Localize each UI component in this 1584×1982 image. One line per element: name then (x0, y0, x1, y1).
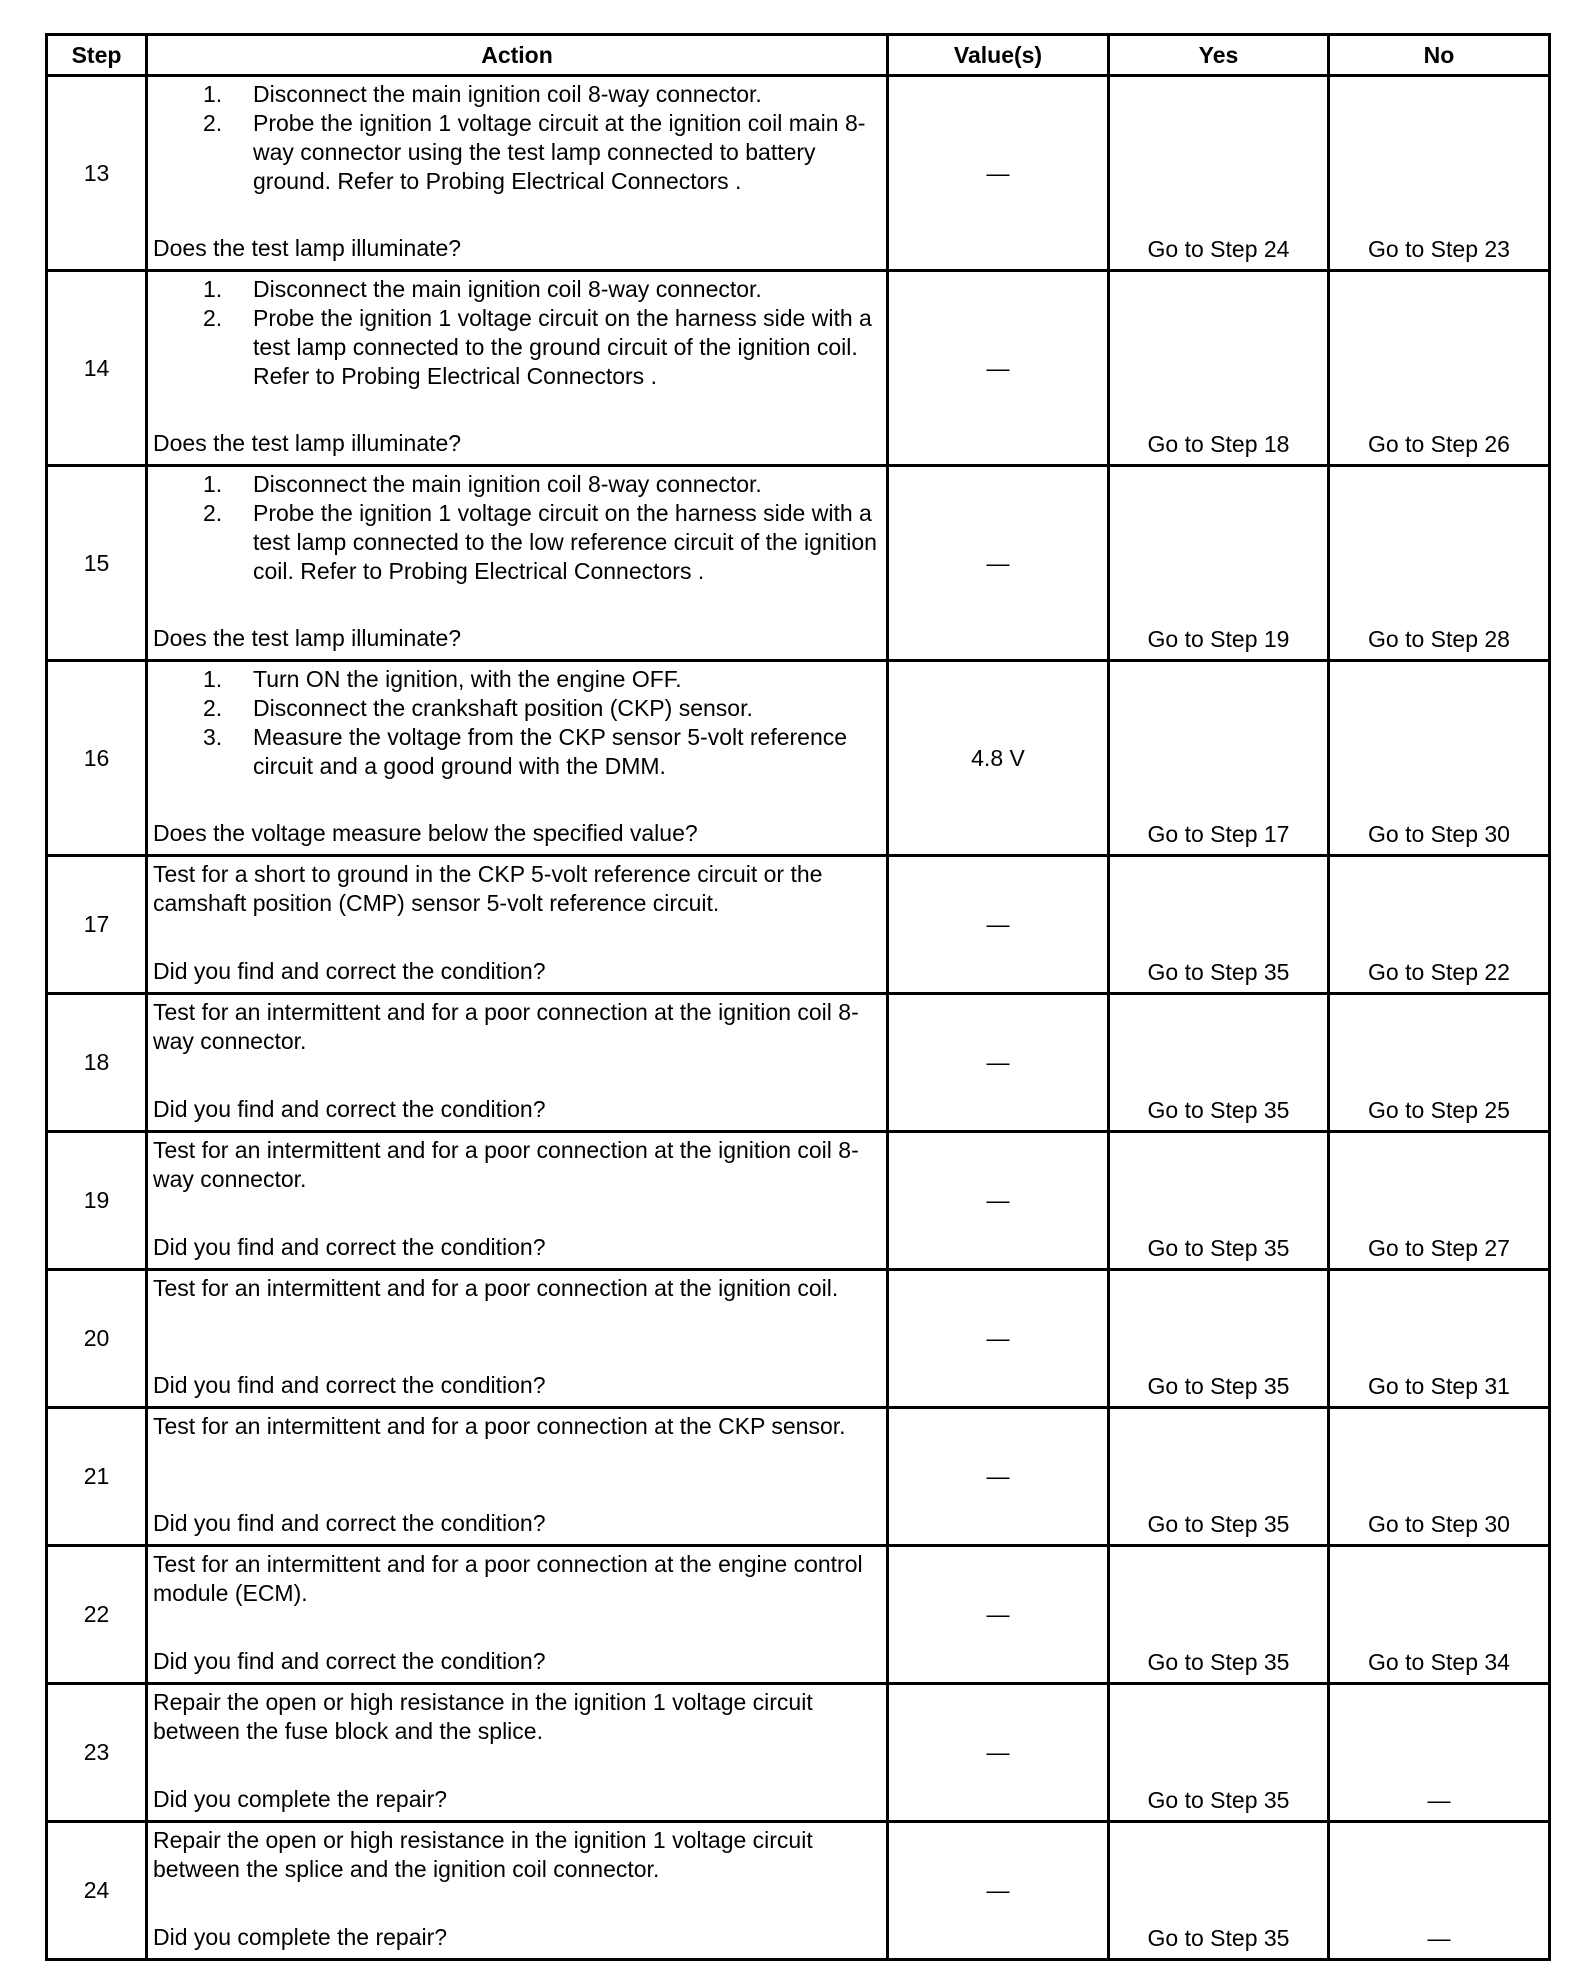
no-cell (1329, 76, 1550, 271)
table-row (47, 1822, 1550, 1960)
action-text: Test for an intermittent and for a poor connection at the ignition coil 8-way connector. (153, 999, 859, 1054)
value-cell: — (888, 1132, 1109, 1270)
step-number: 23 (47, 1684, 147, 1822)
step-number: 24 (47, 1822, 147, 1960)
value-cell: — (888, 1270, 1109, 1408)
action-step-number: 2. (203, 110, 223, 136)
action-step (153, 109, 880, 196)
action-body (153, 80, 880, 196)
value-cell: — (888, 1546, 1109, 1684)
yes-result: Go to Step 19 (1147, 626, 1290, 652)
action-step-text: Disconnect the main ignition coil 8-way connector. (253, 276, 762, 302)
action-cell (147, 1408, 888, 1546)
action-question: Does the test lamp illuminate? (153, 430, 462, 456)
action-cell (147, 856, 888, 994)
no-cell (1329, 1132, 1550, 1270)
yes-cell (1109, 1408, 1329, 1546)
no-cell (1329, 1408, 1550, 1546)
no-cell (1329, 994, 1550, 1132)
action-step-text: Disconnect the crankshaft position (CKP) sensor. (253, 695, 753, 721)
action-step (153, 499, 880, 586)
action-body (153, 1412, 880, 1441)
no-result: Go to Step 28 (1368, 626, 1510, 652)
step-number: 17 (47, 856, 147, 994)
yes-result: Go to Step 35 (1147, 1235, 1290, 1261)
action-body (153, 275, 880, 391)
value-cell: — (888, 271, 1109, 466)
action-step (153, 304, 880, 391)
table-row (47, 1684, 1550, 1822)
yes-cell (1109, 661, 1329, 856)
action-text: Repair the open or high resistance in the ignition 1 voltage circuit between the fuse block and the splice. (153, 1689, 813, 1744)
diagnostic-table (45, 33, 1551, 1961)
yes-result: Go to Step 35 (1147, 959, 1290, 985)
value-cell: — (888, 994, 1109, 1132)
yes-cell (1109, 856, 1329, 994)
value-cell: 4.8 V (888, 661, 1109, 856)
action-cell (147, 466, 888, 661)
action-step-text: Probe the ignition 1 voltage circuit on the harness side with a test lamp connected to the ground circuit of the ignition coil. Refer to Probing Electrical Connectors . (253, 305, 872, 389)
action-step-number: 1. (203, 276, 223, 302)
action-cell (147, 994, 888, 1132)
step-number: 16 (47, 661, 147, 856)
action-cell (147, 661, 888, 856)
action-question: Did you find and correct the condition? (153, 1096, 546, 1122)
action-cell (147, 1132, 888, 1270)
step-number: 13 (47, 76, 147, 271)
no-result: — (1427, 1787, 1451, 1813)
action-cell (147, 271, 888, 466)
action-steps (153, 665, 880, 781)
action-question: Did you find and correct the condition? (153, 1648, 546, 1674)
header-no: No (1329, 35, 1550, 76)
action-body (153, 665, 880, 781)
action-step-text: Probe the ignition 1 voltage circuit on the harness side with a test lamp connected to the low reference circuit of the ignition coil. Refer to Probing Electrical Connectors . (253, 500, 877, 584)
action-question: Did you find and correct the condition? (153, 1510, 546, 1536)
step-number: 18 (47, 994, 147, 1132)
action-body (153, 1826, 880, 1884)
value-cell: — (888, 76, 1109, 271)
yes-result: Go to Step 35 (1147, 1373, 1290, 1399)
action-question: Did you find and correct the condition? (153, 1372, 546, 1398)
action-question: Did you find and correct the condition? (153, 1234, 546, 1260)
action-question: Did you complete the repair? (153, 1786, 448, 1812)
table-row (47, 661, 1550, 856)
action-cell (147, 76, 888, 271)
action-text: Test for a short to ground in the CKP 5-volt reference circuit or the camshaft position (CMP) sensor 5-volt reference circuit. (153, 861, 823, 916)
action-step (153, 723, 880, 781)
action-step (153, 80, 880, 109)
action-step-text: Disconnect the main ignition coil 8-way connector. (253, 81, 762, 107)
yes-result: Go to Step 35 (1147, 1649, 1290, 1675)
yes-cell (1109, 76, 1329, 271)
action-cell (147, 1270, 888, 1408)
no-result: Go to Step 30 (1368, 1511, 1510, 1537)
header-action: Action (147, 35, 888, 76)
step-number: 21 (47, 1408, 147, 1546)
action-step-text: Probe the ignition 1 voltage circuit at the ignition coil main 8-way connector using the test lamp connected to battery ground. Refer to Probing Electrical Connectors . (253, 110, 866, 194)
table-row (47, 994, 1550, 1132)
table-row (47, 1546, 1550, 1684)
yes-result: Go to Step 18 (1147, 431, 1290, 457)
action-step-text: Measure the voltage from the CKP sensor 5-volt reference circuit and a good ground with the DMM. (253, 724, 848, 779)
action-step-number: 2. (203, 695, 223, 721)
value-cell: — (888, 1822, 1109, 1960)
header-step: Step (47, 35, 147, 76)
action-step-text: Turn ON the ignition, with the engine OFF. (253, 666, 682, 692)
no-cell (1329, 466, 1550, 661)
action-body (153, 1550, 880, 1608)
no-result: Go to Step 25 (1368, 1097, 1510, 1123)
action-step (153, 275, 880, 304)
action-body (153, 1688, 880, 1746)
no-cell (1329, 661, 1550, 856)
yes-cell (1109, 1270, 1329, 1408)
action-step-text: Disconnect the main ignition coil 8-way connector. (253, 471, 762, 497)
action-steps (153, 80, 880, 196)
action-body (153, 470, 880, 586)
no-result: Go to Step 23 (1368, 236, 1510, 262)
table-row (47, 1408, 1550, 1546)
yes-result: Go to Step 35 (1147, 1097, 1290, 1123)
yes-result: Go to Step 17 (1147, 821, 1290, 847)
no-result: — (1427, 1925, 1451, 1951)
action-question: Did you find and correct the condition? (153, 958, 546, 984)
action-body (153, 860, 880, 918)
action-step (153, 665, 880, 694)
no-cell (1329, 1546, 1550, 1684)
yes-result: Go to Step 24 (1147, 236, 1290, 262)
header-yes: Yes (1109, 35, 1329, 76)
value-cell: — (888, 1684, 1109, 1822)
action-step-number: 1. (203, 81, 223, 107)
value-cell: — (888, 466, 1109, 661)
table-row (47, 466, 1550, 661)
step-number: 15 (47, 466, 147, 661)
yes-cell (1109, 1132, 1329, 1270)
no-result: Go to Step 22 (1368, 959, 1510, 985)
value-cell: — (888, 1408, 1109, 1546)
action-step (153, 694, 880, 723)
no-cell (1329, 1270, 1550, 1408)
yes-cell (1109, 466, 1329, 661)
no-cell (1329, 1822, 1550, 1960)
yes-cell (1109, 994, 1329, 1132)
no-cell (1329, 856, 1550, 994)
action-step (153, 470, 880, 499)
action-body (153, 1136, 880, 1194)
action-body (153, 1274, 880, 1303)
yes-cell (1109, 1546, 1329, 1684)
action-question: Does the voltage measure below the specified value? (153, 820, 698, 846)
yes-result: Go to Step 35 (1147, 1787, 1290, 1813)
header-values: Value(s) (888, 35, 1109, 76)
table-row (47, 271, 1550, 466)
action-step-number: 1. (203, 471, 223, 497)
step-number: 22 (47, 1546, 147, 1684)
action-cell (147, 1822, 888, 1960)
table-row (47, 856, 1550, 994)
action-steps (153, 470, 880, 586)
yes-cell (1109, 1822, 1329, 1960)
table-row (47, 76, 1550, 271)
step-number: 14 (47, 271, 147, 466)
no-result: Go to Step 34 (1368, 1649, 1510, 1675)
action-cell (147, 1684, 888, 1822)
yes-cell (1109, 271, 1329, 466)
action-body (153, 998, 880, 1056)
table-body (47, 76, 1550, 1960)
action-text: Test for an intermittent and for a poor connection at the ignition coil. (153, 1275, 839, 1301)
value-cell: — (888, 856, 1109, 994)
action-text: Test for an intermittent and for a poor connection at the engine control module (ECM). (153, 1551, 863, 1606)
action-question: Did you complete the repair? (153, 1924, 448, 1950)
no-result: Go to Step 27 (1368, 1235, 1510, 1261)
action-question: Does the test lamp illuminate? (153, 235, 462, 261)
action-cell (147, 1546, 888, 1684)
yes-result: Go to Step 35 (1147, 1925, 1290, 1951)
action-steps (153, 275, 880, 391)
no-result: Go to Step 30 (1368, 821, 1510, 847)
action-step-number: 1. (203, 666, 223, 692)
yes-result: Go to Step 35 (1147, 1511, 1290, 1537)
action-text: Test for an intermittent and for a poor connection at the CKP sensor. (153, 1413, 846, 1439)
no-result: Go to Step 31 (1368, 1373, 1510, 1399)
action-step-number: 2. (203, 500, 223, 526)
action-question: Does the test lamp illuminate? (153, 625, 462, 651)
no-cell (1329, 271, 1550, 466)
header-row (47, 35, 1550, 76)
action-step-number: 2. (203, 305, 223, 331)
step-number: 20 (47, 1270, 147, 1408)
step-number: 19 (47, 1132, 147, 1270)
no-result: Go to Step 26 (1368, 431, 1510, 457)
yes-cell (1109, 1684, 1329, 1822)
action-text: Test for an intermittent and for a poor connection at the ignition coil 8-way connector. (153, 1137, 859, 1192)
table-row (47, 1132, 1550, 1270)
action-text: Repair the open or high resistance in the ignition 1 voltage circuit between the splice and the ignition coil connector. (153, 1827, 813, 1882)
action-step-number: 3. (203, 724, 223, 750)
table-row (47, 1270, 1550, 1408)
no-cell (1329, 1684, 1550, 1822)
